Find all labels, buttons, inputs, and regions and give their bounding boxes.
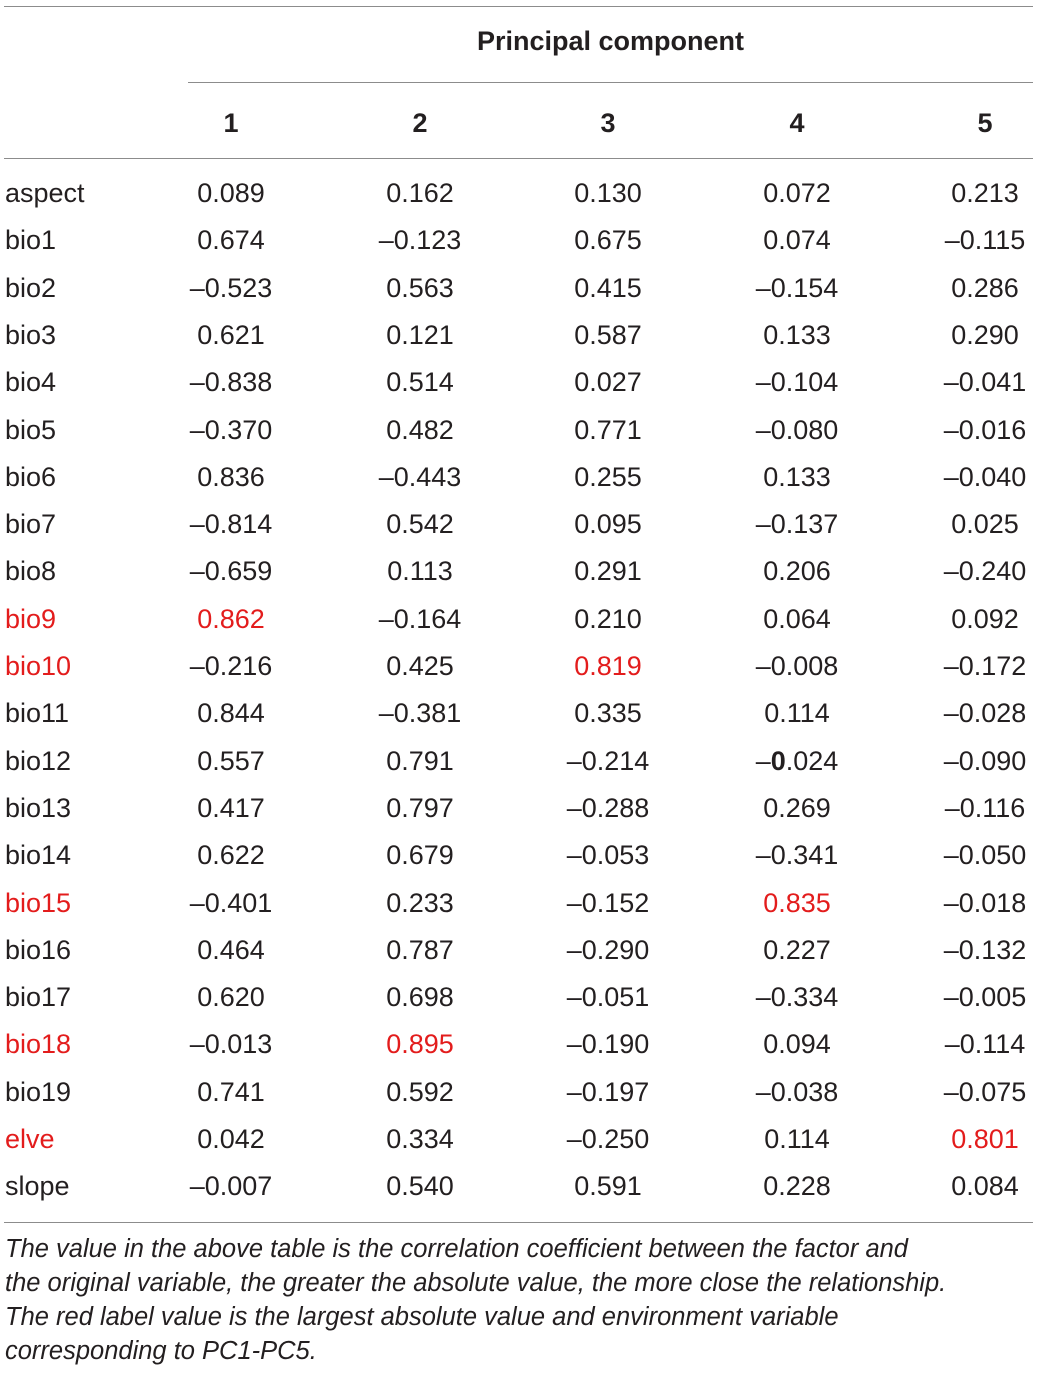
- table-cell: –0.018: [943, 887, 1027, 918]
- table-cell: –0.290: [566, 934, 650, 965]
- table-cell: 0.425: [386, 651, 454, 681]
- table-cell: 0.233: [386, 887, 454, 918]
- row-label: bio12: [5, 745, 72, 776]
- row-label: bio8: [5, 556, 57, 587]
- table-cell: –0.051: [566, 982, 650, 1013]
- table-cell: 0.415: [574, 272, 642, 303]
- table-cell: –0.050: [943, 840, 1027, 871]
- table-cell: –0.154: [755, 272, 839, 303]
- table-cell: 0.113: [387, 556, 453, 587]
- table-cell: 0.791: [386, 745, 454, 776]
- column-header-5: 5: [977, 108, 993, 138]
- table-cell: –0.005: [943, 982, 1027, 1013]
- table-cell: 0.698: [386, 982, 454, 1013]
- row-label: bio13: [5, 792, 72, 823]
- table-cell: 0.741: [197, 1076, 265, 1107]
- table-cell: 0.674: [197, 225, 265, 256]
- table-cell: 0.089: [197, 178, 265, 208]
- table-row: [0, 880, 1040, 927]
- row-label: bio9: [5, 603, 57, 634]
- table-cell: –0.040: [943, 461, 1027, 492]
- table-cell: 0.836: [197, 461, 265, 492]
- table-cell: –0.132: [943, 934, 1027, 965]
- table-cell: 0.133: [763, 319, 831, 350]
- table-cell: 0.542: [386, 509, 454, 540]
- table-cell: 0.464: [197, 934, 265, 965]
- table-cell: –0.041: [943, 367, 1027, 398]
- table-cell: 0.797: [386, 792, 454, 823]
- table-cell: –0.116: [944, 792, 1026, 823]
- table-cell: 0.587: [574, 319, 642, 350]
- table-cell: –0.080: [755, 414, 839, 445]
- table-cell: –0.523: [189, 272, 273, 303]
- table-cell: 0.801: [951, 1124, 1019, 1154]
- table-cell: –0.240: [943, 556, 1027, 587]
- header-group-rule: [188, 82, 1033, 83]
- table-cell: 0.213: [951, 178, 1019, 208]
- table-cell: 0.094: [763, 1029, 831, 1060]
- row-label: bio10: [5, 651, 72, 681]
- table-cell: –0.075: [943, 1076, 1027, 1107]
- table-cell: –0.401: [189, 887, 273, 918]
- table-cell: 0.895: [386, 1029, 454, 1060]
- table-cell: –0.197: [566, 1076, 650, 1107]
- table-cell: 0.540: [386, 1171, 454, 1202]
- row-label: bio11: [5, 698, 70, 729]
- table-cell: 0.114: [764, 698, 830, 729]
- footnote-line: corresponding to PC1-PC5.: [5, 1337, 317, 1365]
- row-label: bio6: [5, 461, 57, 492]
- table-cell: 0.835: [763, 887, 831, 918]
- table-cell: 0.206: [763, 556, 831, 587]
- table-cell: 0.064: [763, 603, 831, 634]
- table-row: [0, 170, 1040, 217]
- row-label: aspect: [5, 178, 85, 208]
- row-label: bio5: [5, 414, 57, 445]
- table-cell: –0.214: [566, 745, 650, 776]
- principal-component-header: Principal component: [476, 26, 745, 56]
- table-cell: 0.592: [386, 1076, 454, 1107]
- row-label: bio17: [5, 982, 72, 1013]
- table-cell: –0.038: [755, 1076, 839, 1107]
- table-cell: 0.819: [574, 651, 642, 681]
- table-row: [0, 548, 1040, 595]
- table-cell: –0.443: [378, 461, 462, 492]
- table-cell: 0.675: [574, 225, 642, 256]
- table-cell-emphasized: –0.024: [755, 745, 839, 776]
- table-cell: –0.053: [566, 840, 650, 871]
- table-cell: 0.084: [951, 1171, 1019, 1202]
- table-cell: –0.008: [755, 651, 839, 681]
- column-header-3: 3: [600, 108, 616, 138]
- table-cell: 0.844: [197, 698, 265, 729]
- table-cell: 0.563: [386, 272, 454, 303]
- row-label: bio4: [5, 367, 57, 398]
- table-row: [0, 501, 1040, 548]
- table-cell: 0.482: [386, 414, 454, 445]
- table-cell: –0.381: [378, 698, 462, 729]
- table-bottom-rule: [4, 1222, 1033, 1223]
- table-cell: –0.288: [566, 792, 650, 823]
- table-cell: –0.114: [944, 1029, 1026, 1060]
- table-cell: 0.269: [763, 792, 831, 823]
- table-cell: 0.622: [197, 840, 265, 871]
- table-cell: –0.137: [755, 509, 839, 540]
- row-label: bio19: [5, 1076, 72, 1107]
- table-cell: 0.290: [951, 319, 1019, 350]
- row-label: bio16: [5, 934, 72, 965]
- table-row: [0, 407, 1040, 454]
- table-cell: 0.787: [386, 934, 454, 965]
- table-cell: –0.007: [189, 1171, 273, 1202]
- table-row: [0, 974, 1040, 1021]
- table-row: [0, 832, 1040, 879]
- table-cell: 0.679: [386, 840, 454, 871]
- table-cell: 0.514: [386, 367, 454, 398]
- table-row: [0, 643, 1040, 690]
- table-cell: 0.130: [574, 178, 642, 208]
- table-cell: –0.090: [943, 745, 1027, 776]
- footnote-line: the original variable, the greater the absolute value, the more close the relationship.: [5, 1269, 947, 1297]
- row-label: bio1: [5, 225, 57, 256]
- table-cell: 0.121: [386, 319, 454, 350]
- table-row: [0, 1069, 1040, 1116]
- table-cell: 0.025: [951, 509, 1019, 540]
- row-label: bio2: [5, 272, 57, 303]
- table-cell: –0.370: [189, 414, 273, 445]
- column-header-2: 2: [412, 108, 428, 138]
- table-cell: –0.216: [189, 651, 273, 681]
- table-cell: 0.228: [763, 1171, 831, 1202]
- row-label: bio3: [5, 319, 57, 350]
- table-row: [0, 927, 1040, 974]
- table-cell: –0.013: [189, 1029, 273, 1060]
- table-cell: 0.771: [574, 414, 642, 445]
- table-cell: 0.591: [574, 1171, 642, 1202]
- table-cell: 0.255: [574, 461, 642, 492]
- row-label: bio7: [5, 509, 57, 540]
- table-row: [0, 265, 1040, 312]
- table-cell: 0.074: [763, 225, 831, 256]
- table-cell: –0.334: [755, 982, 839, 1013]
- table-cell: –0.123: [378, 225, 462, 256]
- table-cell: 0.114: [764, 1124, 830, 1154]
- table-cell: 0.162: [386, 178, 454, 208]
- table-cell: 0.027: [574, 367, 642, 398]
- table-cell: 0.557: [197, 745, 265, 776]
- table-cell: –0.104: [755, 367, 839, 398]
- footnote-line: The value in the above table is the correlation coefficient between the factor and: [5, 1235, 908, 1263]
- table-cell: –0.164: [378, 603, 462, 634]
- table-cell: 0.286: [951, 272, 1019, 303]
- table-row: [0, 359, 1040, 406]
- table-top-rule: [4, 6, 1033, 7]
- table-cell: –0.152: [566, 887, 650, 918]
- table-cell: 0.334: [386, 1124, 454, 1154]
- table-cell: 0.072: [763, 178, 831, 208]
- table-row: [0, 785, 1040, 832]
- table-cell: –0.172: [943, 651, 1027, 681]
- table-row: [0, 596, 1040, 643]
- table-cell: 0.095: [574, 509, 642, 540]
- table-cell: –0.028: [943, 698, 1027, 729]
- row-label: bio14: [5, 840, 72, 871]
- column-header-1: 1: [223, 108, 239, 138]
- table-row: [0, 312, 1040, 359]
- table-cell: –0.814: [189, 509, 273, 540]
- table-cell: 0.042: [197, 1124, 265, 1154]
- table-cell: 0.862: [197, 603, 265, 634]
- table-cell: 0.621: [197, 319, 265, 350]
- header-bottom-rule: [4, 158, 1033, 159]
- row-label: elve: [5, 1124, 55, 1154]
- table-cell: –0.115: [944, 225, 1026, 256]
- table-cell: 0.133: [763, 461, 831, 492]
- table-cell: –0.190: [566, 1029, 650, 1060]
- row-label: bio18: [5, 1029, 72, 1060]
- table-row: [0, 1116, 1040, 1163]
- column-header-4: 4: [789, 108, 805, 138]
- table-cell: 0.417: [197, 792, 265, 823]
- table-cell: 0.227: [763, 934, 831, 965]
- table-row: [0, 1021, 1040, 1068]
- table-cell: 0.092: [951, 603, 1019, 634]
- table-cell: –0.659: [189, 556, 273, 587]
- table-cell: –0.016: [943, 414, 1027, 445]
- table-row: [0, 690, 1040, 737]
- table-cell: –0.341: [755, 840, 839, 871]
- table-row: [0, 738, 1040, 785]
- table-cell: 0.620: [197, 982, 265, 1013]
- table-cell: –0.250: [566, 1124, 650, 1154]
- table-cell: –0.838: [189, 367, 273, 398]
- table-row: [0, 217, 1040, 264]
- row-label: slope: [5, 1171, 70, 1202]
- table-footnote: [5, 1232, 1033, 1368]
- table-row: [0, 454, 1040, 501]
- table-row: [0, 1163, 1040, 1210]
- row-label: bio15: [5, 887, 72, 918]
- table-cell: 0.335: [574, 698, 642, 729]
- table-cell: 0.210: [574, 603, 642, 634]
- footnote-line: The red label value is the largest absolute value and environment variable: [5, 1303, 839, 1331]
- table-cell: 0.291: [574, 556, 642, 587]
